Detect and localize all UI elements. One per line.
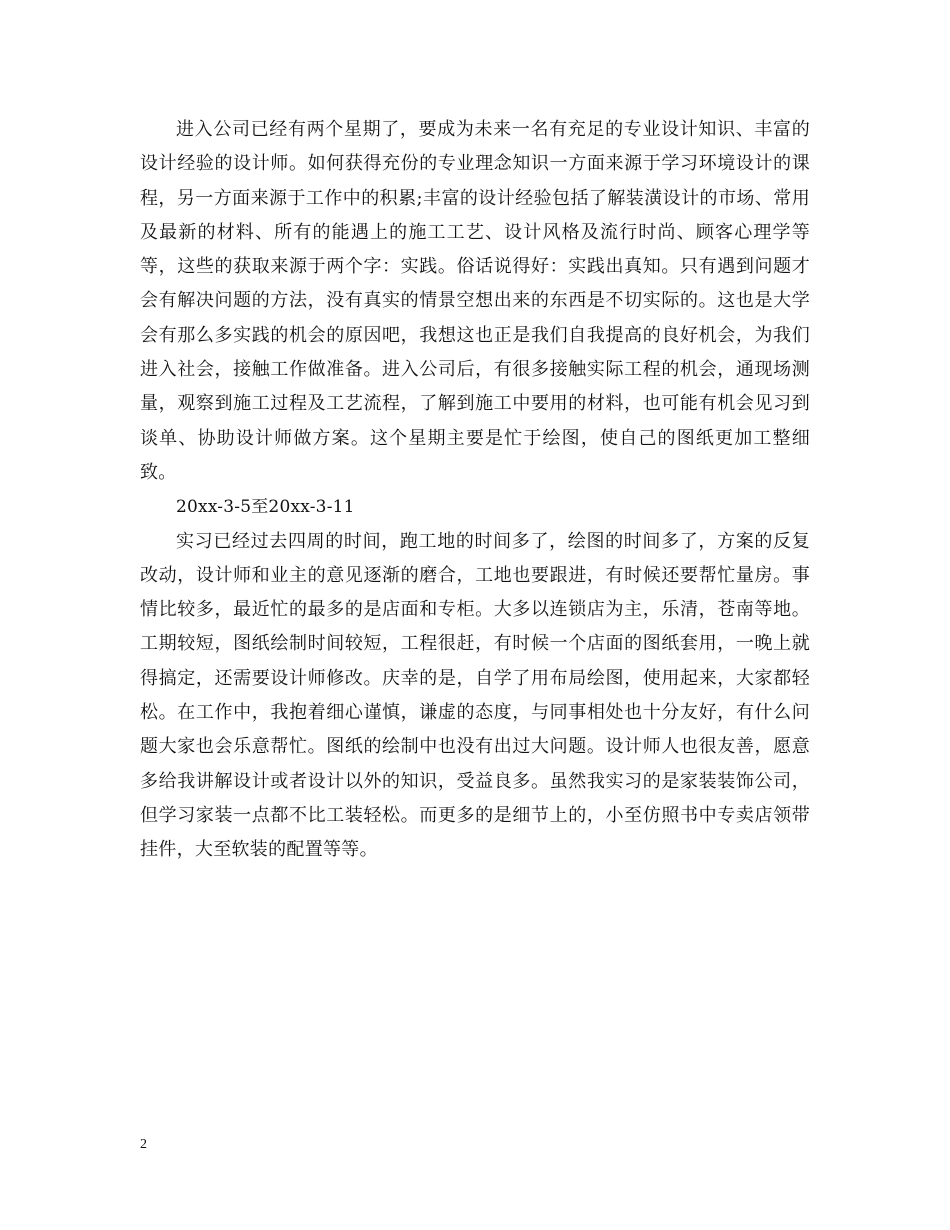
date-range-heading: 20xx-3-5至20xx-3-11 xyxy=(176,497,355,518)
paragraph-week-four: 实习已经过去四周的时间，跑工地的时间多了，绘图的时间多了，方案的反复改动，设计师和业主的意见逐渐的磨合，工地也要跟进，有时候还要帮忙量房。事情比较多，最近忙的最多的是店面和专柜。大多以连锁店为主，乐清，苍南等地。工期较短，图纸绘制时间较短，工程很赶，有时候一个店面的图纸套用，一晚上就得搞定，还需要设计师修改。庆幸的是，自学了用布局绘图，使用起来，大家都轻松。在工作中，我抱着细心谨慎，谦虚的态度，与同事相处也十分友好，有什么问题大家也会乐意帮忙。图纸的绘制中也没有出过大问题。设计师人也很友善，愿意多给我讲解设计或者设计以外的知识，受益良多。虽然我实习的是家装装饰公司，但学习家装一点都不比工装轻松。而更多的是细节上的，小至仿照书中专卖店领带挂件，大至软装的配置等等。 xyxy=(140,530,810,861)
page-number: 2 xyxy=(140,1137,147,1152)
paragraph-week-two: 进入公司已经有两个星期了，要成为未来一名有充足的专业设计知识、丰富的设计经验的设计师。如何获得充份的专业理念知识一方面来源于学习环境设计的课程，另一方面来源于工作中的积累;丰富的设计经验包括了解装潢设计的市场、常用及最新的材料、所有的能遇上的施工工艺、设计风格及流行时尚、顾客心理学等等，这些的获取来源于两个字：实践。俗话说得好：实践出真知。只有遇到问题才会有解决问题的方法，没有真实的情景空想出来的东西是不切实际的。这也是大学会有那么多实践的机会的原因吧，我想这也正是我们自我提高的良好机会，为我们进入社会，接触工作做准备。进入公司后，有很多接触实际工程的机会，通现场测量，观察到施工过程及工艺流程，了解到施工中要用的材料，也可能有机会见习到谈单、协助设计师做方案。这个星期主要是忙于绘图，使自己的图纸更加工整细致。 xyxy=(140,119,810,483)
document-body xyxy=(140,113,810,868)
